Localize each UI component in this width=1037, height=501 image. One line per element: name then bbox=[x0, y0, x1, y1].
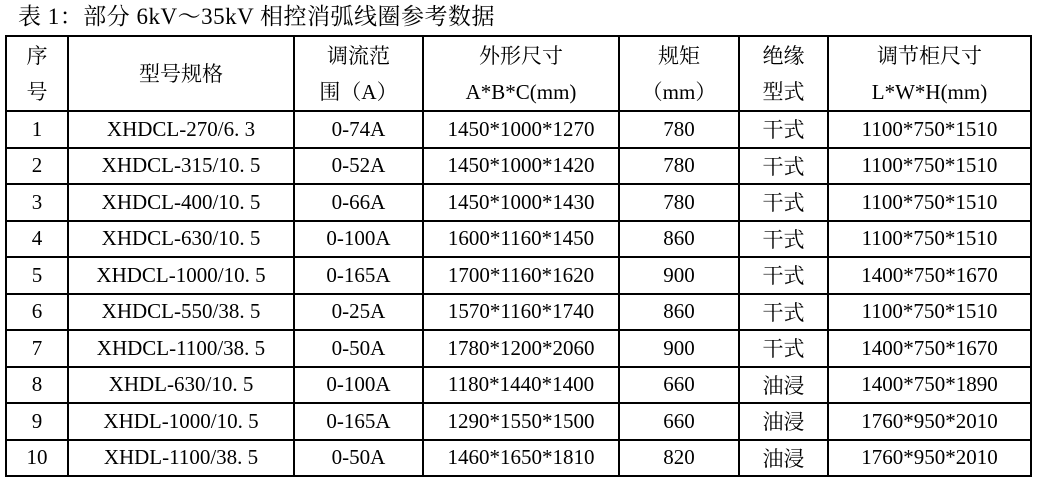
cell-outline-size: 1180*1440*1400 bbox=[423, 367, 619, 404]
table-row bbox=[6, 403, 1031, 440]
header-line: 规矩 bbox=[658, 43, 700, 68]
cell-gauge: 900 bbox=[619, 330, 739, 367]
cell-index: 1 bbox=[6, 111, 68, 148]
cell-outline-size: 1290*1550*1500 bbox=[423, 403, 619, 440]
header-line: A*B*C(mm) bbox=[465, 79, 577, 104]
cell-gauge: 820 bbox=[619, 440, 739, 477]
cell-cabinet-size: 1400*750*1890 bbox=[828, 367, 1031, 404]
cell-cabinet-size: 1760*950*2010 bbox=[828, 440, 1031, 477]
cell-current-range: 0-50A bbox=[294, 440, 423, 477]
cell-insulation: 干式 bbox=[739, 221, 828, 258]
cell-model: XHDCL-1100/38. 5 bbox=[68, 330, 294, 367]
cell-current-range: 0-25A bbox=[294, 294, 423, 331]
table-row bbox=[6, 294, 1031, 331]
cell-index: 6 bbox=[6, 294, 68, 331]
cell-current-range: 0-100A bbox=[294, 221, 423, 258]
cell-insulation: 油浸 bbox=[739, 367, 828, 404]
cell-outline-size: 1570*1160*1740 bbox=[423, 294, 619, 331]
header-line: 型式 bbox=[762, 79, 805, 104]
header-line: L*W*H(mm) bbox=[871, 79, 988, 104]
table-title: 表 1：部分 6kV～35kV 相控消弧线圈参考数据 bbox=[18, 4, 496, 29]
cell-gauge: 780 bbox=[619, 184, 739, 221]
cell-model: XHDCL-400/10. 5 bbox=[68, 184, 294, 221]
cell-current-range: 0-165A bbox=[294, 257, 423, 294]
cell-index: 3 bbox=[6, 184, 68, 221]
header-line: 调流范 bbox=[327, 43, 390, 68]
column-header-current-range bbox=[294, 36, 423, 111]
cell-model: XHDCL-270/6. 3 bbox=[68, 111, 294, 148]
header-line: 调节柜尺寸 bbox=[877, 43, 982, 68]
cell-index: 2 bbox=[6, 148, 68, 185]
cell-index: 8 bbox=[6, 367, 68, 404]
cell-cabinet-size: 1100*750*1510 bbox=[828, 111, 1031, 148]
cell-index: 5 bbox=[6, 257, 68, 294]
table-header bbox=[6, 36, 1031, 111]
table-body bbox=[6, 111, 1031, 476]
cell-gauge: 900 bbox=[619, 257, 739, 294]
cell-index: 7 bbox=[6, 330, 68, 367]
cell-current-range: 0-100A bbox=[294, 367, 423, 404]
header-line: 外形尺寸 bbox=[479, 43, 563, 68]
header-row bbox=[6, 36, 1031, 111]
cell-cabinet-size: 1400*750*1670 bbox=[828, 330, 1031, 367]
table-row bbox=[6, 330, 1031, 367]
cell-current-range: 0-50A bbox=[294, 330, 423, 367]
cell-cabinet-size: 1760*950*2010 bbox=[828, 403, 1031, 440]
cell-model: XHDCL-1000/10. 5 bbox=[68, 257, 294, 294]
cell-outline-size: 1450*1000*1270 bbox=[423, 111, 619, 148]
cell-index: 9 bbox=[6, 403, 68, 440]
cell-model: XHDL-1100/38. 5 bbox=[68, 440, 294, 477]
cell-index: 10 bbox=[6, 440, 68, 477]
cell-gauge: 660 bbox=[619, 367, 739, 404]
column-header-cabinet-size bbox=[828, 36, 1031, 111]
cell-outline-size: 1450*1000*1430 bbox=[423, 184, 619, 221]
cell-insulation: 油浸 bbox=[739, 403, 828, 440]
cell-insulation: 干式 bbox=[739, 148, 828, 185]
cell-gauge: 860 bbox=[619, 294, 739, 331]
cell-outline-size: 1600*1160*1450 bbox=[423, 221, 619, 258]
cell-current-range: 0-165A bbox=[294, 403, 423, 440]
cell-current-range: 0-52A bbox=[294, 148, 423, 185]
cell-outline-size: 1460*1650*1810 bbox=[423, 440, 619, 477]
cell-cabinet-size: 1100*750*1510 bbox=[828, 294, 1031, 331]
cell-insulation: 干式 bbox=[739, 257, 828, 294]
cell-insulation: 干式 bbox=[739, 330, 828, 367]
cell-model: XHDCL-630/10. 5 bbox=[68, 221, 294, 258]
header-line: 型号规格 bbox=[139, 61, 223, 86]
cell-gauge: 860 bbox=[619, 221, 739, 258]
column-header-model bbox=[68, 36, 294, 111]
cell-model: XHDL-630/10. 5 bbox=[68, 367, 294, 404]
cell-model: XHDCL-315/10. 5 bbox=[68, 148, 294, 185]
cell-insulation: 干式 bbox=[739, 184, 828, 221]
reference-data-table bbox=[5, 35, 1032, 477]
table-row bbox=[6, 184, 1031, 221]
table-row bbox=[6, 221, 1031, 258]
cell-current-range: 0-74A bbox=[294, 111, 423, 148]
cell-outline-size: 1700*1160*1620 bbox=[423, 257, 619, 294]
cell-cabinet-size: 1100*750*1510 bbox=[828, 184, 1031, 221]
table-row bbox=[6, 257, 1031, 294]
table-row bbox=[6, 440, 1031, 477]
cell-outline-size: 1780*1200*2060 bbox=[423, 330, 619, 367]
header-line: （mm） bbox=[641, 79, 717, 104]
header-line: 序 bbox=[26, 43, 48, 68]
header-line: 围（A） bbox=[319, 79, 398, 104]
cell-gauge: 660 bbox=[619, 403, 739, 440]
cell-insulation: 油浸 bbox=[739, 440, 828, 477]
cell-current-range: 0-66A bbox=[294, 184, 423, 221]
cell-outline-size: 1450*1000*1420 bbox=[423, 148, 619, 185]
cell-cabinet-size: 1100*750*1510 bbox=[828, 221, 1031, 258]
table-row bbox=[6, 367, 1031, 404]
cell-model: XHDL-1000/10. 5 bbox=[68, 403, 294, 440]
header-line: 绝缘 bbox=[762, 43, 805, 68]
column-header-gauge bbox=[619, 36, 739, 111]
column-header-outline-size bbox=[423, 36, 619, 111]
cell-insulation: 干式 bbox=[739, 111, 828, 148]
cell-gauge: 780 bbox=[619, 148, 739, 185]
header-line: 号 bbox=[26, 79, 48, 104]
table-row bbox=[6, 148, 1031, 185]
cell-index: 4 bbox=[6, 221, 68, 258]
cell-cabinet-size: 1400*750*1670 bbox=[828, 257, 1031, 294]
column-header-index bbox=[6, 36, 68, 111]
cell-insulation: 干式 bbox=[739, 294, 828, 331]
cell-model: XHDCL-550/38. 5 bbox=[68, 294, 294, 331]
column-header-insulation bbox=[739, 36, 828, 111]
cell-gauge: 780 bbox=[619, 111, 739, 148]
cell-cabinet-size: 1100*750*1510 bbox=[828, 148, 1031, 185]
table-row bbox=[6, 111, 1031, 148]
